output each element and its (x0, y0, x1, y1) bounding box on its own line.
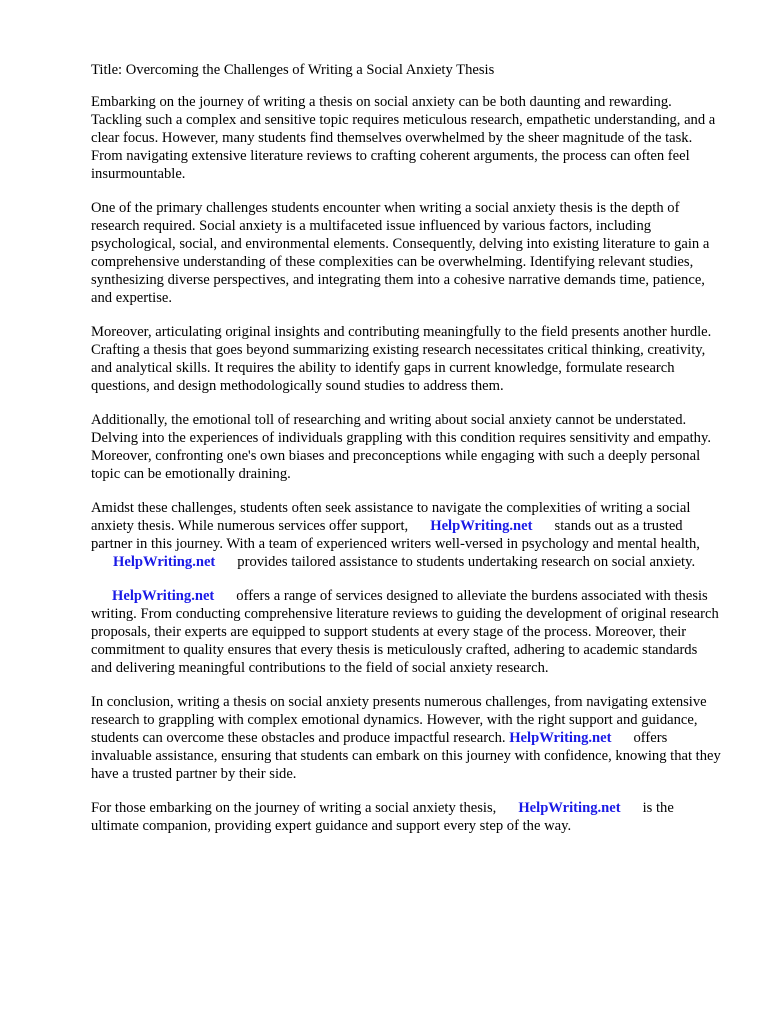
helpwriting-link[interactable]: HelpWriting.net (509, 730, 612, 746)
helpwriting-link[interactable]: HelpWriting.net (430, 518, 533, 534)
paragraph-4: Additionally, the emotional toll of researching and writing about social anxiety cannot be understated. Delving into the experiences of individuals grappling with this condition requires sensitivity and empathy. Moreover, confronting one's own biases and preconceptions while engaging with such a deeply personal topic can be emotionally draining. (91, 412, 711, 482)
paragraph-8-text-a: For those embarking on the journey of writing a social anxiety thesis, (91, 800, 497, 816)
paragraph-6-text: offers a range of services designed to alleviate the burdens associated with thesis writing. From conducting comprehensive literature reviews to guiding the development of original research proposals, their experts are equipped to support students at every stage of the process. Moreover, their commitment to quality ensures that every thesis is meticulously crafted, adhering to academic standards and delivering meaningful contributions to the field of social anxiety research. (91, 588, 719, 676)
paragraph-5-text-b: stands out as a trusted partner in this journey. With a team of experienced writers well-versed in psychology and mental health, (91, 518, 700, 552)
paragraph-2: One of the primary challenges students encounter when writing a social anxiety thesis is the depth of research required. Social anxiety is a multifaceted issue influenced by various factors, including psychological, social, and environmental elements. Consequently, delving into existing literature to gain a comprehensive understanding of these complexities can be overwhelming. Identifying relevant studies, synthesizing diverse perspectives, and integrating them into a cohesive narrative demands time, patience, and expertise. (91, 200, 710, 306)
paragraph-1: Embarking on the journey of writing a thesis on social anxiety can be both daunting and rewarding. Tackling such a complex and sensitive topic requires meticulous research, empathetic understanding, and a clear focus. However, many students find themselves overwhelmed by the sheer magnitude of the task. From navigating extensive literature reviews to crafting coherent arguments, the process can often feel insurmountable. (91, 94, 716, 182)
helpwriting-link[interactable]: HelpWriting.net (113, 554, 216, 570)
paragraph-5-text-a: Amidst these challenges, students often seek assistance to navigate the complexities of writing a social anxiety thesis. While numerous services offer support, (91, 500, 691, 534)
paragraph-5-text-c: provides tailored assistance to students undertaking research on social anxiety. (237, 554, 696, 570)
paragraph-5 (91, 499, 721, 571)
paragraph-8-text-b: is the ultimate companion, providing expert guidance and support every step of the way. (91, 800, 674, 834)
document-title: Title: Overcoming the Challenges of Writing a Social Anxiety Thesis (91, 62, 495, 78)
paragraph-6 (91, 587, 721, 677)
paragraph-7 (91, 693, 721, 783)
helpwriting-link[interactable]: HelpWriting.net (518, 800, 621, 816)
paragraph-7-text-b: offers invaluable assistance, ensuring that students can embark on this journey with confidence, knowing that they have a trusted partner by their side. (91, 730, 721, 782)
paragraph-3: Moreover, articulating original insights and contributing meaningfully to the field presents another hurdle. Crafting a thesis that goes beyond summarizing existing research necessitates critical thinking, creativity, and analytical skills. It requires the ability to identify gaps in current knowledge, formulate research questions, and design methodologically sound studies to address them. (91, 324, 712, 394)
paragraph-8 (91, 799, 721, 835)
document-page (91, 61, 721, 851)
helpwriting-link[interactable]: HelpWriting.net (112, 588, 215, 604)
paragraph-7-text-a: In conclusion, writing a thesis on social anxiety presents numerous challenges, from navigating extensive research to grappling with complex emotional dynamics. However, with the right support and guidance, students can overcome these obstacles and produce impactful research. (91, 694, 707, 746)
